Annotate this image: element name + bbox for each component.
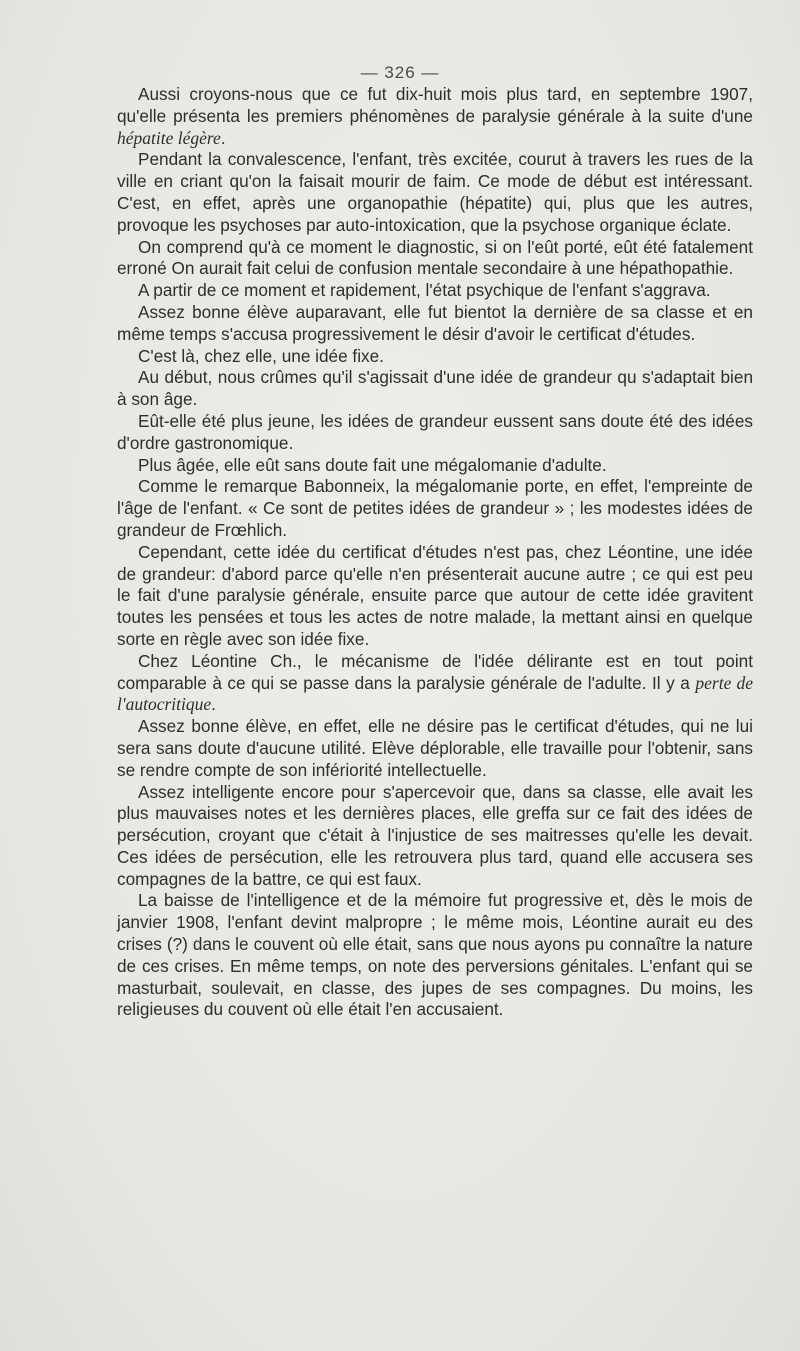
italic-phrase: hépatite légère [117, 127, 221, 148]
paragraph: Au début, nous crûmes qu'il s'agissait d'une idée de grandeur qu s'adaptait bien à son âge. [117, 367, 753, 410]
italic-phrase: perte de l'autocritique [117, 672, 753, 715]
paragraph: Aussi croyons-nous que ce fut dix-huit mois plus tard, en septembre 1907, qu'elle présenta les premiers phénomènes de paralysie générale à la suite d'une hépatite légère. [117, 84, 753, 148]
paragraph: Assez intelligente encore pour s'apercevoir que, dans sa classe, elle avait les plus mauvaises notes et les dernières places, elle greffa sur ce fait des idées de persécution, croyant que c'était à l'injustice de ses maitresses qu'elle les devait. Ces idées de persécution, elle les retrouvera plus tard, quand elle accusera ses compagnes de la battre, ce qui est faux. [117, 781, 753, 889]
paragraph: Eût-elle été plus jeune, les idées de grandeur eussent sans doute été des idées d'ordre gastronomique. [117, 410, 753, 453]
body-text [117, 84, 753, 1021]
paragraph: Pendant la convalescence, l'enfant, très excitée, courut à travers les rues de la ville en criant qu'on la faisait mourir de faim. Ce mode de début est intéressant. C'est, en effet, après une organopathie (hépatite) qui, plus que les autres, provoque les psychoses par auto-intoxication, que la psychose organique éclate. [117, 149, 753, 235]
paragraph: Chez Léontine Ch., le mécanisme de l'idée délirante est en tout point comparable à ce qui se passe dans la paralysie générale de l'adulte. Il y a perte de l'autocritique. [117, 650, 753, 715]
paragraph: La baisse de l'intelligence et de la mémoire fut progressive et, dès le mois de janvier 1908, l'enfant devint malpropre ; le même mois, Léontine aurait eu des crises (?) dans le couvent où elle était, sans que nous ayons pu connaître la nature de ces crises. En même temps, on note des perversions génitales. L'enfant qui se masturbait, soulevait, en classe, des jupes de ses compagnes. Du moins, les religieuses du couvent où elle était l'en accusaient. [117, 890, 753, 1020]
paragraph: Comme le remarque Babonneix, la mégalomanie porte, en effet, l'empreinte de l'âge de l'enfant. « Ce sont de petites idées de grandeur » ; les modestes idées de grandeur de Frœhlich. [117, 476, 753, 540]
page-number: — 326 — [360, 63, 440, 82]
paragraph: A partir de ce moment et rapidement, l'état psychique de l'enfant s'aggrava. [138, 280, 711, 301]
paragraph: On comprend qu'à ce moment le diagnostic, si on l'eût porté, eût été fatalement erroné On aurait fait celui de confusion mentale secondaire à une hépathopathie. [117, 236, 753, 279]
paragraph: C'est là, chez elle, une idée fixe. [138, 345, 384, 366]
paragraph: Plus âgée, elle eût sans doute fait une mégalomanie d'adulte. [138, 454, 607, 475]
paragraph: Assez bonne élève auparavant, elle fut bientot la dernière de sa classe et en même temps s'accusa progressivement le désir d'avoir le certificat d'études. [117, 301, 753, 344]
paragraph: Assez bonne élève, en effet, elle ne désire pas le certificat d'études, qui ne lui sera sans doute d'aucune utilité. Elève déplorable, elle travaille pour l'obtenir, sans se rendre compte de son infériorité intellectuelle. [117, 716, 753, 780]
paragraph: Cependant, cette idée du certificat d'études n'est pas, chez Léontine, une idée de grandeur: d'abord parce qu'elle n'en présenterait aucune autre ; ce qui est peu le fait d'une paralysie générale, ensuite parce que autour de cette idée gravitent toutes les pensées et tous les actes de notre malade, la mettant ainsi en quelque sorte en règle avec son idée fixe. [117, 541, 753, 649]
